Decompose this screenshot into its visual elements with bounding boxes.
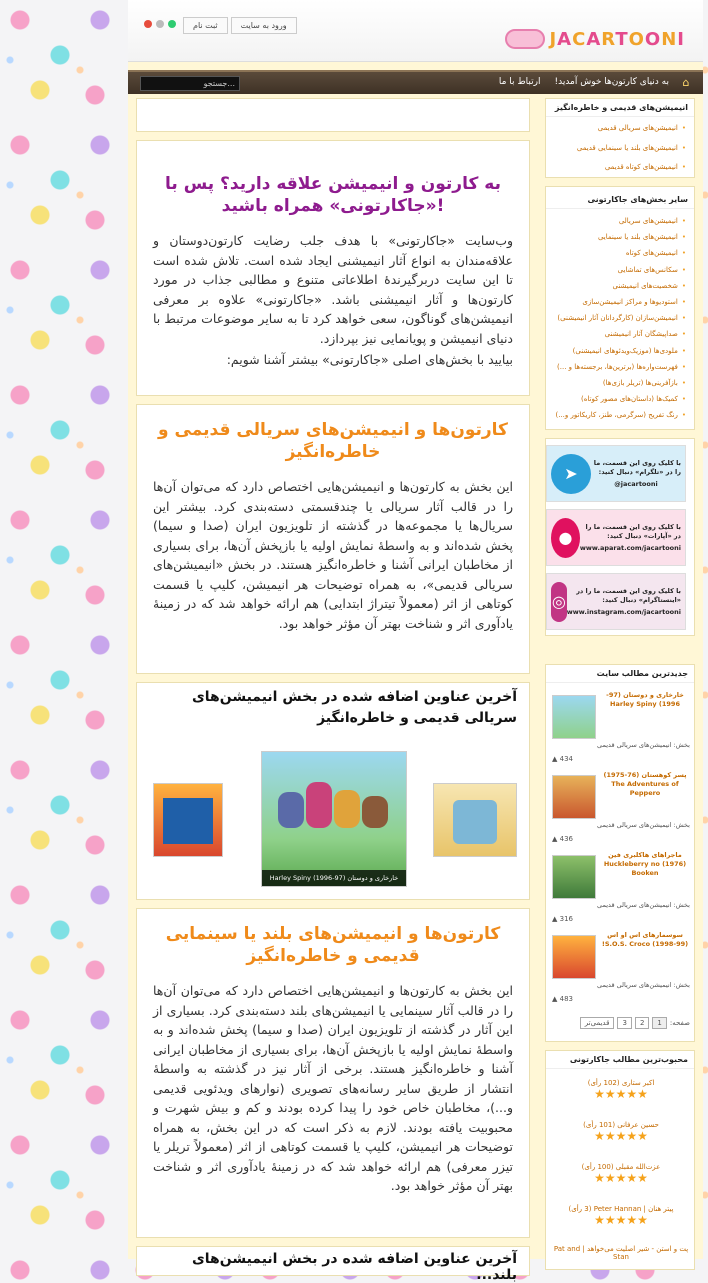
page-link[interactable]: 1 xyxy=(652,1017,666,1029)
popular-item[interactable] xyxy=(552,1205,690,1227)
sidebar-section-link[interactable]: • کمیک‌ها (داستان‌های مصور کوتاه) xyxy=(554,391,686,407)
instagram-banner-text: با کلیک روی این قسمت، ما را در «اینستاگرام» دنبال کنید: xyxy=(576,586,681,604)
latest-item[interactable] xyxy=(552,771,690,847)
feature-section-body: این بخش به کارتون‌ها و انیمیشن‌هایی اختصاص دارد که می‌توان آن‌ها را در قالب آثار سینمایی یا انیمیشن‌های بلند دسته‌بندی کرد. بسیاری از این آثار در گذشته از تلویزیون ایران (صدا و سیما) پخش شده‌اند و به واسطهٔ نمایش اولیه یا بازپخش آن‌ها، برای بسیاری از مخاطبان ایرانی آشنا و خاطره‌انگیز هستند. برخی از آثار نیز در گذشته به واسطهٔ انتشار از طریق سایر رسانه‌های تصویری (نوارهای ویدئویی قدیمی و...)، مخاطبان خاص خود را پیدا کرده بودند و کم و بیش شهرت و محبوبیت یافته بودند. لازم به ذکر است که در این بخش، به همراه توضیحات هر انیمیشن، کلیپ یا قسمت کوتاهی از اثر (معمولاً تریلر یا تیزر معرفی) هم ارائه خواهد شد که در زمینهٔ یادآوری اثر و شناخت بهتر آن مؤثر خواهد بود. xyxy=(153,983,513,1193)
top-banner-slot xyxy=(136,98,530,132)
older-link[interactable]: قدیمی‌تر xyxy=(580,1017,615,1029)
sidebar-section-link[interactable]: • انیمیشن‌سازان (کارگردانان آثار انیمیشنی) xyxy=(554,310,686,326)
sidebar-classics-title: انیمیشن‌های قدیمی و خاطره‌انگیز xyxy=(546,99,694,117)
green-dot-icon xyxy=(168,20,176,28)
popular-item[interactable] xyxy=(552,1245,690,1261)
feature-section-title[interactable]: کارتون‌ها و انیمیشن‌های بلند یا سینمایی قدیمی و خاطره‌انگیز xyxy=(165,924,501,966)
sidebar-classic-link[interactable]: • انیمیشن‌های بلند یا سینمایی قدیمی xyxy=(554,139,686,159)
sidebar-latest-box xyxy=(545,664,695,1042)
latest-item-section: بخش: انیمیشن‌های سریالی قدیمی xyxy=(597,981,690,989)
sidebar-popular-title: محبوب‌ترین مطالب جاکارتونی xyxy=(546,1051,694,1069)
serial-section xyxy=(136,404,530,674)
telegram-icon: ➤ xyxy=(551,454,591,494)
sidebar-section-link[interactable]: • بازآفرینی‌ها (تریلر بازی‌ها) xyxy=(554,375,686,391)
telegram-banner[interactable] xyxy=(546,445,686,502)
rating-stars-icon: ★★★★★ xyxy=(594,1087,648,1101)
logo-mascot-icon xyxy=(505,29,545,49)
popular-item-name[interactable]: حسین عرفانی (101 رأی) xyxy=(583,1121,659,1129)
auth-buttons xyxy=(183,17,297,34)
page-link[interactable]: 2 xyxy=(635,1017,649,1029)
site-logo[interactable] xyxy=(505,24,685,54)
latest-item-title[interactable]: خارخاری و دوستان (97-1996) Harley Spiny xyxy=(606,691,684,708)
pagination xyxy=(552,1017,690,1029)
home-icon[interactable]: ⌂ xyxy=(682,76,690,89)
nav-links xyxy=(499,77,669,87)
site-header xyxy=(128,0,703,62)
latest-item-views: ▲ 316 xyxy=(552,915,573,923)
instagram-handle: www.instagram.com/jacartooni xyxy=(566,607,681,616)
sidebar-section-link[interactable]: • صداپیشگان آثار انیمیشنی xyxy=(554,326,686,342)
sidebar-sections-title: سایر بخش‌های جاکارتونی xyxy=(546,187,694,209)
latest-item[interactable] xyxy=(552,691,690,767)
serial-thumb-right[interactable] xyxy=(433,783,517,857)
instagram-icon: ◎ xyxy=(551,582,567,622)
aparat-handle: www.aparat.com/jacartooni xyxy=(579,543,681,552)
sidebar-classics-box xyxy=(545,98,695,178)
latest-item-thumb[interactable] xyxy=(552,695,596,739)
page-link[interactable]: 3 xyxy=(617,1017,631,1029)
latest-item[interactable] xyxy=(552,931,690,1007)
rating-stars-icon: ★★★★★ xyxy=(594,1213,648,1227)
latest-serial-panel xyxy=(136,682,530,900)
latest-item-thumb[interactable] xyxy=(552,935,596,979)
telegram-banner-text: با کلیک روی این قسمت، ما را در «تلگرام» دنبال کنید: xyxy=(593,458,681,476)
serial-section-title[interactable]: کارتون‌ها و انیمیشن‌های سریالی قدیمی و خاطره‌انگیز xyxy=(158,420,508,462)
pagination-label: صفحه: xyxy=(669,1019,690,1027)
sidebar-classic-link[interactable]: • انیمیشن‌های کوتاه قدیمی xyxy=(554,158,686,178)
aparat-banner-text: با کلیک روی این قسمت، ما را در «آپارات» دنبال کنید: xyxy=(585,522,681,540)
serial-thumb-left[interactable] xyxy=(153,783,223,857)
search-input[interactable]: جستجو... xyxy=(140,76,240,91)
serial-thumb-caption: خارخاری و دوستان (97-1996) Harley Spiny xyxy=(262,870,406,886)
latest-feature-title: آخرین عناوین اضافه شده در بخش انیمیشن‌های بلند... xyxy=(191,1251,517,1283)
intro-title: به کارتون و انیمیشن علاقه دارید؟ پس با «جاکارتونی» همراه باشید! xyxy=(165,174,501,216)
latest-item-views: ▲ 436 xyxy=(552,835,573,843)
popular-item-name[interactable]: پیتر هنان | Peter Hannan (3 رأی) xyxy=(568,1205,674,1213)
feature-section xyxy=(136,908,530,1238)
page-container xyxy=(128,0,703,1283)
rating-stars-icon: ★★★★★ xyxy=(594,1171,648,1185)
login-button[interactable]: ورود به سایت xyxy=(231,17,297,34)
intro-body: وب‌سایت «جاکارتونی» با هدف جلب رضایت کارتون‌دوستان و علاقه‌مندان به انواع آثار انیمیشنی ایجاد شده است. تلاش شده است تا این سایت دربرگیرندهٔ اطلاعاتی متنوع و مطالبی جذاب در مورد کارتون‌ها و آثار انیمیشنی باشد. «جاکارتونی» علاوه بر معرفی انیمیشن‌های گوناگون، سعی خواهد کرد تا به سایر موضوعات مرتبط با دنیای انیمیشن و پویانمایی نیز بپردازد. xyxy=(153,233,513,346)
sidebar-section-link[interactable]: • انیمیشن‌های کوتاه xyxy=(554,245,686,261)
red-dot-icon xyxy=(144,20,152,28)
latest-item-thumb[interactable] xyxy=(552,855,596,899)
latest-item-views: ▲ 434 xyxy=(552,755,573,763)
aparat-icon: ● xyxy=(551,518,580,558)
register-button[interactable]: ثبت نام xyxy=(183,17,228,34)
latest-item-section: بخش: انیمیشن‌های سریالی قدیمی xyxy=(597,741,690,749)
latest-item-views: ▲ 483 xyxy=(552,995,573,1003)
rating-stars-icon: ★★★★★ xyxy=(594,1129,648,1143)
nav-welcome-link[interactable]: به دنیای کارتون‌ها خوش آمدید! xyxy=(554,77,669,87)
latest-serial-title: آخرین عناوین اضافه شده در بخش انیمیشن‌های سریالی قدیمی و خاطره‌انگیز xyxy=(191,689,517,726)
sidebar-latest-title: جدیدترین مطالب سایت xyxy=(546,665,694,683)
latest-feature-panel xyxy=(136,1246,530,1283)
latest-item-title[interactable]: ماجراهای هاکلبری فین (1976) Huckleberry no Booken xyxy=(603,851,687,877)
sidebar-social-box xyxy=(545,438,695,636)
sidebar-section-link[interactable]: • سکانس‌های تماشایی xyxy=(554,262,686,278)
sidebar-section-link[interactable]: • شخصیت‌های انیمیشنی xyxy=(554,278,686,294)
sidebar-section-link[interactable]: • انیمیشن‌های سریالی xyxy=(554,213,686,229)
latest-item-thumb[interactable] xyxy=(552,775,596,819)
gray-dot-icon xyxy=(156,20,164,28)
popular-item-name[interactable]: پت و استن - شیر اصلیت می‌خواهد | Pat and Stan xyxy=(553,1245,689,1261)
popular-item[interactable] xyxy=(552,1163,690,1185)
sidebar-popular-box xyxy=(545,1050,695,1270)
nav-contact-link[interactable]: ارتباط با ما xyxy=(498,77,541,87)
aparat-banner[interactable] xyxy=(546,509,686,566)
intro-panel xyxy=(136,140,530,396)
logo-text: JACARTOONI xyxy=(549,28,685,50)
telegram-handle: @jacartooni xyxy=(614,479,658,488)
sidebar-section-link[interactable]: • رنگ تفریح (سرگرمی، طنز، کاریکاتور و...) xyxy=(554,407,686,423)
sidebar-sections-box xyxy=(545,186,695,430)
instagram-banner[interactable] xyxy=(546,573,686,630)
sidebar-section-link[interactable]: • فهرست‌واره‌ها (برترین‌ها، برجسته‌ها و ...) xyxy=(554,359,686,375)
sidebar-section-link[interactable]: • انیمیشن‌های بلند یا سینمایی xyxy=(554,229,686,245)
main-nav xyxy=(128,70,703,94)
window-dots xyxy=(144,20,176,28)
popular-item-name[interactable]: عزت‌الله مقبلی (100 رأی) xyxy=(581,1163,661,1171)
serial-thumb-center[interactable] xyxy=(261,751,407,887)
sidebar-section-link[interactable]: • ملودی‌ها (موزیک‌ویدئوهای انیمیشنی) xyxy=(554,343,686,359)
latest-item-section: بخش: انیمیشن‌های سریالی قدیمی xyxy=(597,901,690,909)
latest-item-section: بخش: انیمیشن‌های سریالی قدیمی xyxy=(597,821,690,829)
serial-section-body: این بخش به کارتون‌ها و انیمیشن‌هایی اختصاص دارد که می‌توان آن‌ها را در قالب آثار سریالی یا چندقسمتی دسته‌بندی کرد. بیشتر این سریال‌ها یا مجموعه‌ها در گذشته از تلویزیون ایران (صدا و سیما) پخش شده‌اند و به واسطهٔ نمایش اولیه یا بازپخش آن‌ها، برای بسیاری از مخاطبان ایرانی آشنا و خاطره‌انگیز هستند. در بخش «انیمیشن‌های سریالی قدیمی»، به همراه توضیحات هر انیمیشن، کلیپ یا قسمت کوتاهی از اثر (معمولاً تیتراژ ابتدایی) هم ارائه خواهد شد که در زمینهٔ یادآوری اثر و شناخت بهتر آن مؤثر خواهد بود. xyxy=(153,479,513,631)
popular-item[interactable] xyxy=(552,1079,690,1101)
latest-item-title[interactable]: پسر کوهستان (76-1975) The Adventures of Peppero xyxy=(603,771,687,797)
popular-item[interactable] xyxy=(552,1121,690,1143)
intro-body-2: بیایید با بخش‌های اصلی «جاکارتونی» بیشتر آشنا شویم: xyxy=(226,352,513,367)
latest-item[interactable] xyxy=(552,851,690,927)
popular-item-name[interactable]: اکبر ستاری (102 رأی) xyxy=(587,1079,655,1087)
sidebar-classic-link[interactable]: • انیمیشن‌های سریالی قدیمی xyxy=(554,119,686,139)
sidebar-section-link[interactable]: • استودیوها و مراکز انیمیشن‌سازی xyxy=(554,294,686,310)
latest-item-title[interactable]: سوسمارهای اس او اس (99-1998) S.O.S. Croco! xyxy=(601,931,689,948)
